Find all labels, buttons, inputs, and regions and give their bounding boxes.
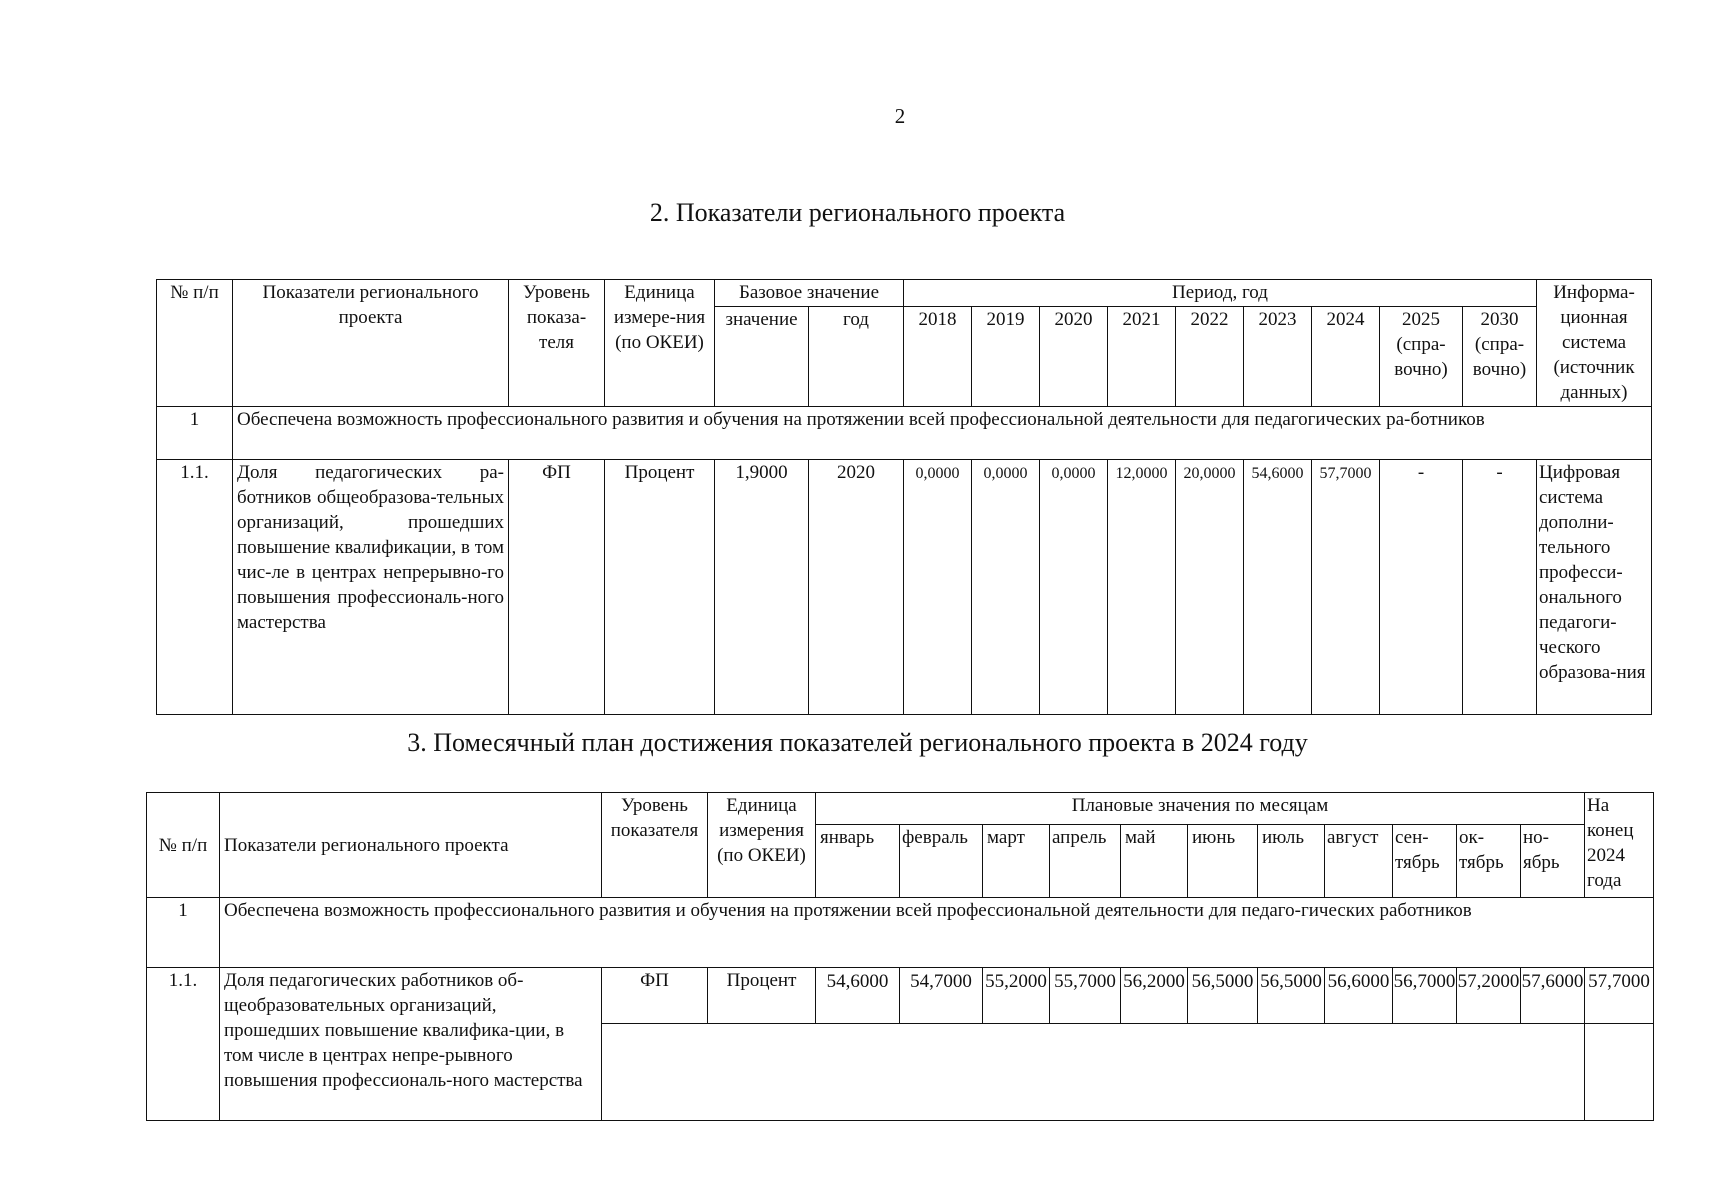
end-value: 57,7000 xyxy=(1585,968,1654,1024)
col-month-header: февраль xyxy=(900,825,983,898)
col-year-header: 2021 xyxy=(1108,307,1176,407)
section-2-heading: 2. Показатели регионального проекта xyxy=(649,198,1066,227)
col-month-header: январь xyxy=(816,825,900,898)
col-level-header: Уровень показателя xyxy=(602,793,708,898)
col-year-header: 2024 xyxy=(1312,307,1380,407)
col-month-header: ок-тябрь xyxy=(1457,825,1521,898)
col-month-header: сен-тябрь xyxy=(1393,825,1457,898)
col-month-header: март xyxy=(983,825,1050,898)
col-unit-header: Единица измерения (по ОКЕИ) xyxy=(708,793,816,898)
col-year-header: 2023 xyxy=(1244,307,1312,407)
month-value: 56,2000 xyxy=(1121,968,1188,1024)
month-value: 56,5000 xyxy=(1258,968,1325,1024)
month-value: 56,6000 xyxy=(1325,968,1393,1024)
col-base-header: Базовое значение xyxy=(715,280,904,307)
month-value: 54,7000 xyxy=(900,968,983,1024)
year-value: 57,7000 xyxy=(1312,460,1380,715)
group-title: Обеспечена возможность профессионального развития и обучения на протяжении всей профессиональной деятельности для педаго-гических работников xyxy=(220,898,1654,968)
indicator-level: ФП xyxy=(602,968,708,1024)
group-number: 1 xyxy=(157,407,233,460)
month-value: 56,5000 xyxy=(1188,968,1258,1024)
col-period-header: Период, год xyxy=(904,280,1537,307)
group-title: Обеспечена возможность профессионального развития и обучения на протяжении всей профессиональной деятельности для педагогических ра-ботников xyxy=(233,407,1652,460)
page-number: 2 xyxy=(894,104,906,128)
col-indicator-header: Показатели регионального проекта xyxy=(220,793,602,898)
row-number: 1.1. xyxy=(157,460,233,715)
year-value: 0,0000 xyxy=(972,460,1040,715)
col-month-header: июнь xyxy=(1188,825,1258,898)
indicator-level: ФП xyxy=(509,460,605,715)
year-value: 54,6000 xyxy=(1244,460,1312,715)
month-value: 56,7000 xyxy=(1393,968,1457,1024)
month-value: 55,7000 xyxy=(1050,968,1121,1024)
col-end-header: На конец 2024 года xyxy=(1585,793,1654,898)
col-base-value-header: значение xyxy=(715,307,809,407)
year-value: - xyxy=(1380,460,1463,715)
col-month-header: июль xyxy=(1258,825,1325,898)
section-3-heading: 3. Помесячный план достижения показателей регионального проекта в 2024 году xyxy=(407,728,1308,757)
col-year-header: 2020 xyxy=(1040,307,1108,407)
col-year-header: 2022 xyxy=(1176,307,1244,407)
col-month-header: апрель xyxy=(1050,825,1121,898)
indicator-unit: Процент xyxy=(605,460,715,715)
col-indicator-header: Показатели регионального проекта xyxy=(233,280,509,407)
col-month-header: август xyxy=(1325,825,1393,898)
empty-cell xyxy=(1585,1024,1654,1121)
year-value: 0,0000 xyxy=(1040,460,1108,715)
col-month-header: май xyxy=(1121,825,1188,898)
group-number: 1 xyxy=(147,898,220,968)
col-num-header: № п/п xyxy=(147,793,220,898)
col-num-header: № п/п xyxy=(157,280,233,407)
base-value: 1,9000 xyxy=(715,460,809,715)
col-year-header: 2018 xyxy=(904,307,972,407)
empty-cell xyxy=(602,1024,1585,1121)
year-value: 0,0000 xyxy=(904,460,972,715)
row-number: 1.1. xyxy=(147,968,220,1121)
col-month-header: но-ябрь xyxy=(1521,825,1585,898)
col-info-header: Информа-ционная система (источник данных) xyxy=(1537,280,1652,407)
indicator-unit: Процент xyxy=(708,968,816,1024)
base-year: 2020 xyxy=(809,460,904,715)
info-system: Цифровая система дополни-тельного професси-онального педагоги-ческого образова-ния xyxy=(1537,460,1652,715)
month-value: 55,2000 xyxy=(983,968,1050,1024)
col-monthly-header: Плановые значения по месяцам xyxy=(816,793,1585,825)
month-value: 57,2000 xyxy=(1457,968,1521,1024)
col-year-header: 2030 (спра-вочно) xyxy=(1463,307,1537,407)
year-value: - xyxy=(1463,460,1537,715)
year-value: 12,0000 xyxy=(1108,460,1176,715)
month-value: 54,6000 xyxy=(816,968,900,1024)
col-year-header: 2019 xyxy=(972,307,1040,407)
month-value: 57,6000 xyxy=(1521,968,1585,1024)
indicator-name: Доля педагогических работников об-щеобразовательных организаций, прошедших повышение квалифика-ции, в том числе в центрах непре-рывного повышения профессиональ-ного мастерства xyxy=(220,968,602,1121)
monthly-plan-table xyxy=(146,792,1654,1121)
col-level-header: Уровень показа-теля xyxy=(509,280,605,407)
col-year-header: 2025 (спра-вочно) xyxy=(1380,307,1463,407)
indicator-name: Доля педагогических ра-ботников общеобразова-тельных организаций, прошедших повышение квалификации, в том чис-ле в центрах непрерывно-го повышения профессиональ-ного мастерства xyxy=(233,460,509,715)
indicators-table xyxy=(156,279,1652,715)
year-value: 20,0000 xyxy=(1176,460,1244,715)
col-unit-header: Единица измере-ния (по ОКЕИ) xyxy=(605,280,715,407)
col-base-year-header: год xyxy=(809,307,904,407)
